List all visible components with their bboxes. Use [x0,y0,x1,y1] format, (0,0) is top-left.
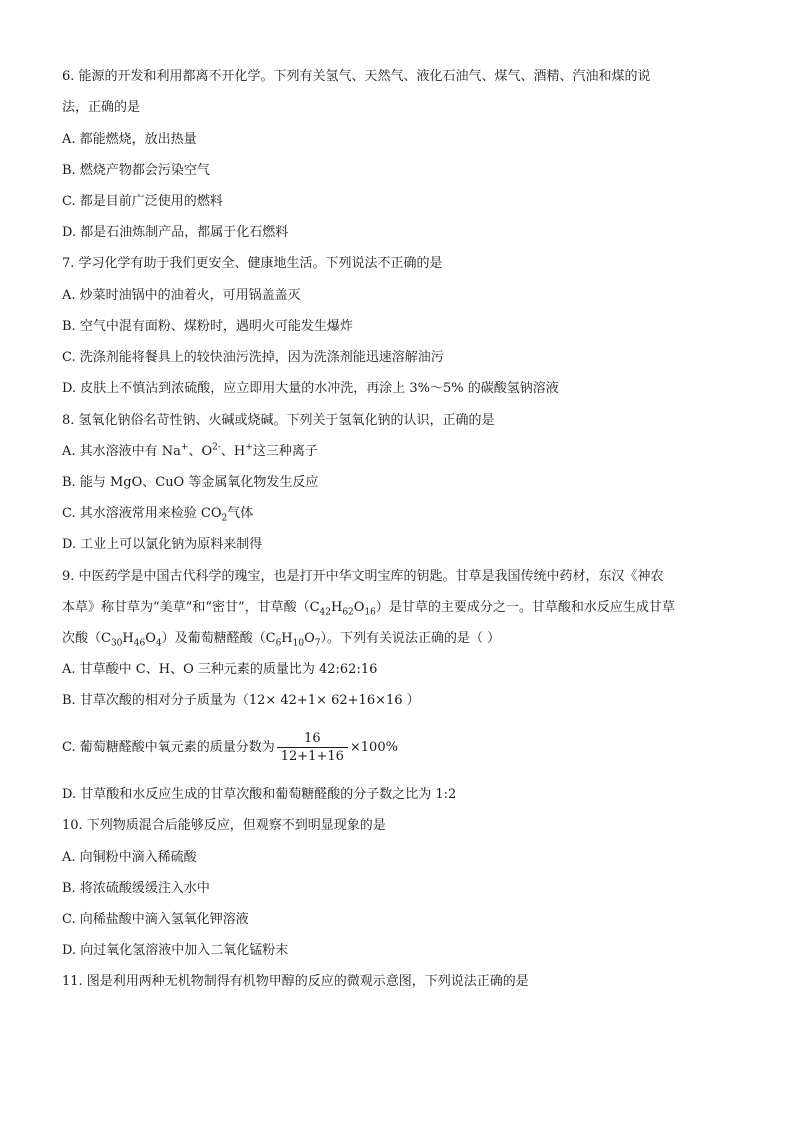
q6-option-d: D. 都是石油炼制产品，都属于化石燃料 [62,225,289,240]
q10-option-a: A. 向铜粉中滴入稀硫酸 [62,850,197,865]
q10-stem: 10. 下列物质混合后能够反应，但观察不到明显现象的是 [62,818,386,833]
q6-option-b: B. 燃烧产物都会污染空气 [62,163,210,178]
q8-option-d: D. 工业上可以氯化钠为原料来制得 [62,537,263,552]
q9-stem-line-1: 9. 中医药学是中国古代科学的瑰宝，也是打开中华文明宝库的钥匙。甘草是我国传统中药材，东汉《神农 [62,569,664,584]
q7-option-d: D. 皮肤上不慎沾到浓硫酸，应立即用大量的水冲洗，再涂上 3%～5% 的碳酸氢钠溶液 [62,381,559,396]
q6-option-c: C. 都是目前广泛使用的燃料 [62,194,223,209]
q8-stem: 8. 氢氧化钠俗名苛性钠、火碱或烧碱。下列关于氢氧化钠的认识，正确的是 [62,413,495,428]
fraction [277,730,348,765]
q8-option-c: C. 其水溶液常用来检验 $CO_2$气体 [62,506,254,524]
q11-stem: 11. 图是利用两种无机物制得有机物甲醇的反应的微观示意图，下列说法正确的是 [62,974,529,989]
q6-option-a: A. 都能燃烧，放出热量 [62,132,197,147]
fraction-numerator: 16 [277,730,348,748]
q9-stem-line-2: 本草》称甘草为“美草”和“密甘”，甘草酸$(C_{42}H_{62}O_{16})$是甘草的主要成分之一。甘草酸和水反应生成甘草 [62,600,675,618]
q9-option-d: D. 甘草酸和水反应生成的甘草次酸和葡萄糖醛酸的分子数之比为 1:2 [62,787,457,802]
q9-option-b: B. 甘草次酸的相对分子质量为（12× 42+1× 62+16×16 ） [62,693,420,708]
q8-option-a: A. 其水溶液中有 Na+、$O^{2-}$、H+这三种离子 [62,442,318,459]
q10-option-b: B. 将浓硫酸缓缓注入水中 [62,881,210,896]
q9-option-c: C. 葡萄糖醛酸中氧元素的质量分数为 $\frac{16}{12+1+16}$ ×100% [62,731,398,764]
q7-option-c: C. 洗涤剂能将餐具上的较快油污洗掉，因为洗涤剂能迅速溶解油污 [62,350,444,365]
q6-stem-line-2: 法，正确的是 [62,100,141,115]
q10-option-d: D. 向过氧化氢溶液中加入二氧化锰粉末 [62,943,289,958]
q7-option-b: B. 空气中混有面粉、煤粉时，遇明火可能发生爆炸 [62,319,353,334]
q7-option-a: A. 炒菜时油锅中的油着火，可用锅盖盖灭 [62,288,301,303]
q8-option-b: B. 能与 MgO、CuO 等金属氧化物发生反应 [62,475,319,490]
fraction-denominator: 12+1+16 [280,749,344,764]
q7-stem: 7. 学习化学有助于我们更安全、健康地生活。下列说法不正确的是 [62,256,443,271]
q9-option-a: A. 甘草酸中 C、H、O 三种元素的质量比为 42:62:16 [62,662,378,677]
q9-stem-line-3: 次酸$(C_{30}H_{46}O_4)$及葡萄糖醛酸$(C_6H_{10}O_7)$。下列有关说法正确的是（ ） [62,631,501,649]
q10-option-c: C. 向稀盐酸中滴入氢氧化钾溶液 [62,912,249,927]
q6-stem-line-1: 6. 能源的开发和利用都离不开化学。下列有关氢气、天然气、液化石油气、煤气、酒精、汽油和煤的说 [62,69,651,84]
